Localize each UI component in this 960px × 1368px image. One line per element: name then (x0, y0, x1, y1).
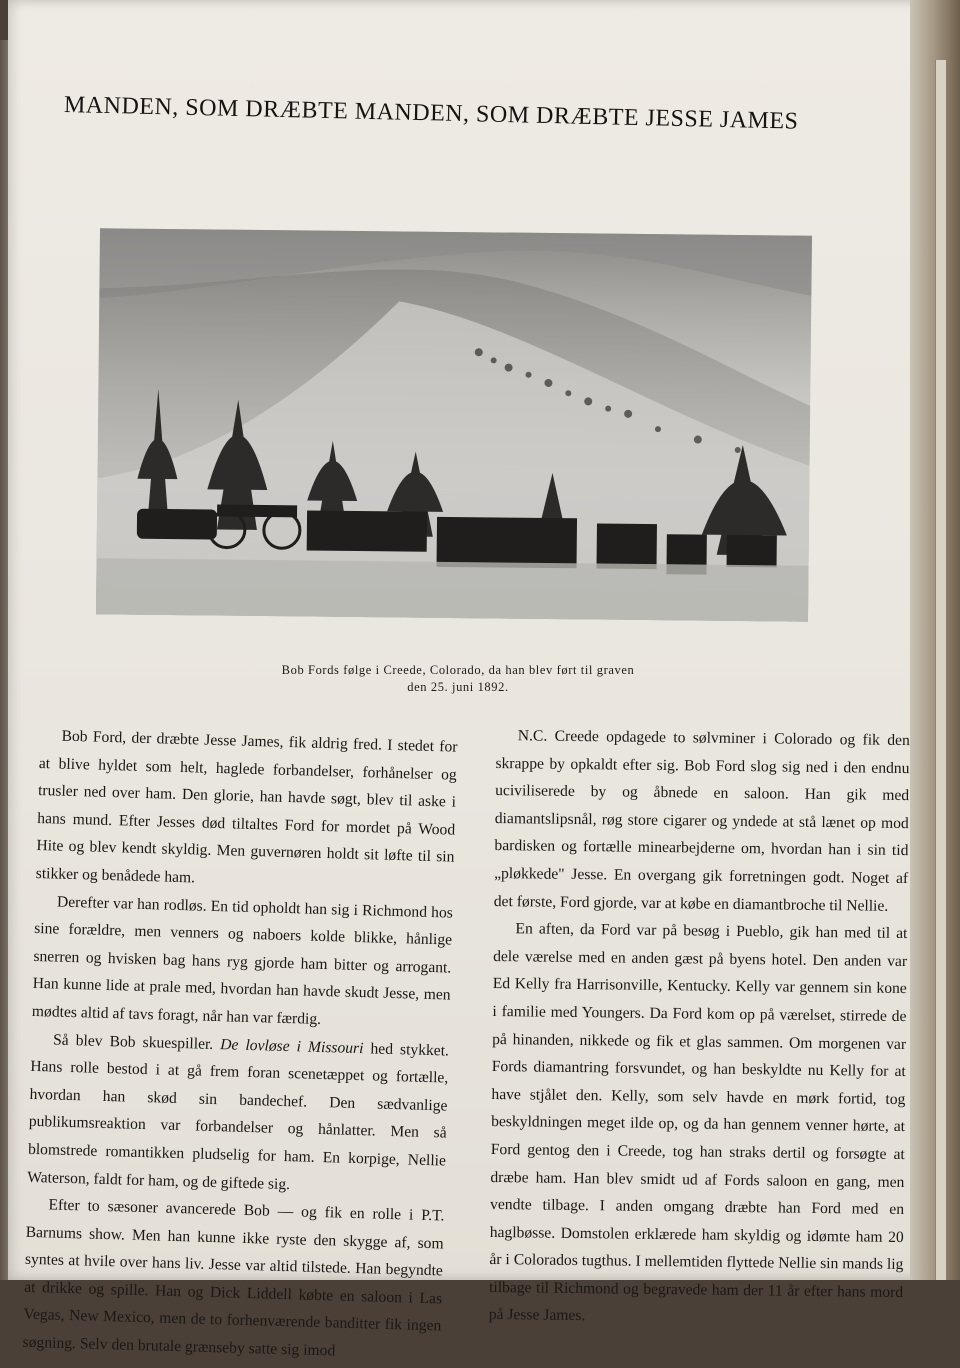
caption-line-2: den 25. juni 1892. (407, 680, 509, 694)
paragraph: En aften, da Ford var på besøg i Pueblo, gik han med til at dele værelse med en anden gæst på byens hotel. Den anden var Ed Kelly fra Harrisonville, Kentucky. Kelly var gennem sin kone i familie med Youngers. Da Ford kom op på værelset, stirrede de på hinanden, nikkede og fik et glas sammen. Om morgenen var Fords diamantring forsvundet, og han beskyldte nu Kelly for at have stjålet den. Kelly, som selv havde en mørk fortid, tog beskyldningen meget ilde op, og da han gennem venner hørte, at Ford gentog den i Creede, tog han straks dertil og forsøgte at dræbe ham. Han blev smidt ud af Fords saloon en gang, men vendte tilbage. I anden omgang dræbte han Ford med en haglbøsse. Domstolen erklærede ham skyldig og idømte ham 20 år i Colorados tugthus. I mellemtiden flyttede Nellie sin mands lig tilbage til Richmond og begravede ham der 11 år efter hans mord på Jesse James. (488, 920, 908, 1325)
paragraph (27, 1025, 449, 1202)
left-text-column (22, 722, 458, 1368)
paragraph: Efter to sæsoner avancerede Bob — og fik en rolle i P.T. Barnums show. Men han kunne ikke ryste den skygge af, som syntes at hvile over hans liv. Jesse var altid tilstede. Han begyndte at drikke og spille. Han og Dick Liddell købte en saloon i Las Vegas, New Mexico, men de to forhenværende banditter fik ingen søgning. Selv den brutale grænseby satte sig imod (22, 1196, 445, 1360)
funeral-procession-photo (96, 228, 812, 621)
caption-line-1: Bob Fords følge i Creede, Colorado, da han blev ført til graven (281, 663, 635, 677)
play-title: De lovløse i Missouri (220, 1035, 364, 1057)
paragraph: N.C. Creede opdagede to sølvminer i Colorado og fik den skrappe by opkaldt efter sig. Bob Ford slog sig ned i den endnu uciviliserede by og åbnede en saloon. Han gik med diamantslipsnål, røg store cigarer og yndede at stå lænet op mod bardisken og fortælle minearbejderne om, hvordan han i sin tid „pløkkede" Jesse. En overgang gik forretningen godt. Noget af det første, Ford gjorde, var at købe en diamantbroche til Nellie. (493, 727, 910, 915)
paragraph-text: Så blev Bob skuespiller. (52, 1031, 221, 1053)
paragraph-text: hed stykket. Hans rolle bestod i at gå frem foran scenetæppet og fortælle, hvordan han skød sin bandechef. Den sædvanlige publikumsreaktion var forbandelser og hånlatter. Men så blomstrede romantikken pludselig for ham. En korpige, Nellie Waterson, faldt for ham, og de giftede sig. (27, 1039, 450, 1193)
book-page (8, 0, 932, 1360)
book-cover-edge (910, 0, 960, 1280)
paragraph: Derefter var han rodløs. En tid opholdt han sig i Richmond hos sine forældre, men venners og naboers kolde blikke, hånlige snerren og hvisken bag hans ryg gjorde ham bitter og arrogant. Han kunne lide at prale med, hvordan han havde skudt Jesse, men mødtes altid af tavs foragt, når han var færdig. (31, 893, 454, 1028)
page-stack-edge (935, 60, 946, 1280)
right-text-column (489, 722, 910, 1334)
photo-caption (218, 662, 698, 696)
page-title: MANDEN, SOM DRÆBTE MANDEN, SOM DRÆBTE JESSE JAMES (63, 92, 799, 135)
photo-illustration (96, 228, 812, 621)
paragraph: Bob Ford, der dræbte Jesse James, fik aldrig fred. I stedet for at blive hyldet som helt, haglede forbandelser, forhånelser og trusler ned over ham. Den glorie, han havde søgt, blev til aske i hans mund. Efter Jesses død tiltaltes Ford for mordet på Wood Hite og blev kendt skyldig. Men guvernøren holdt sit løfte til sin stikker og benådede ham. (35, 727, 458, 887)
